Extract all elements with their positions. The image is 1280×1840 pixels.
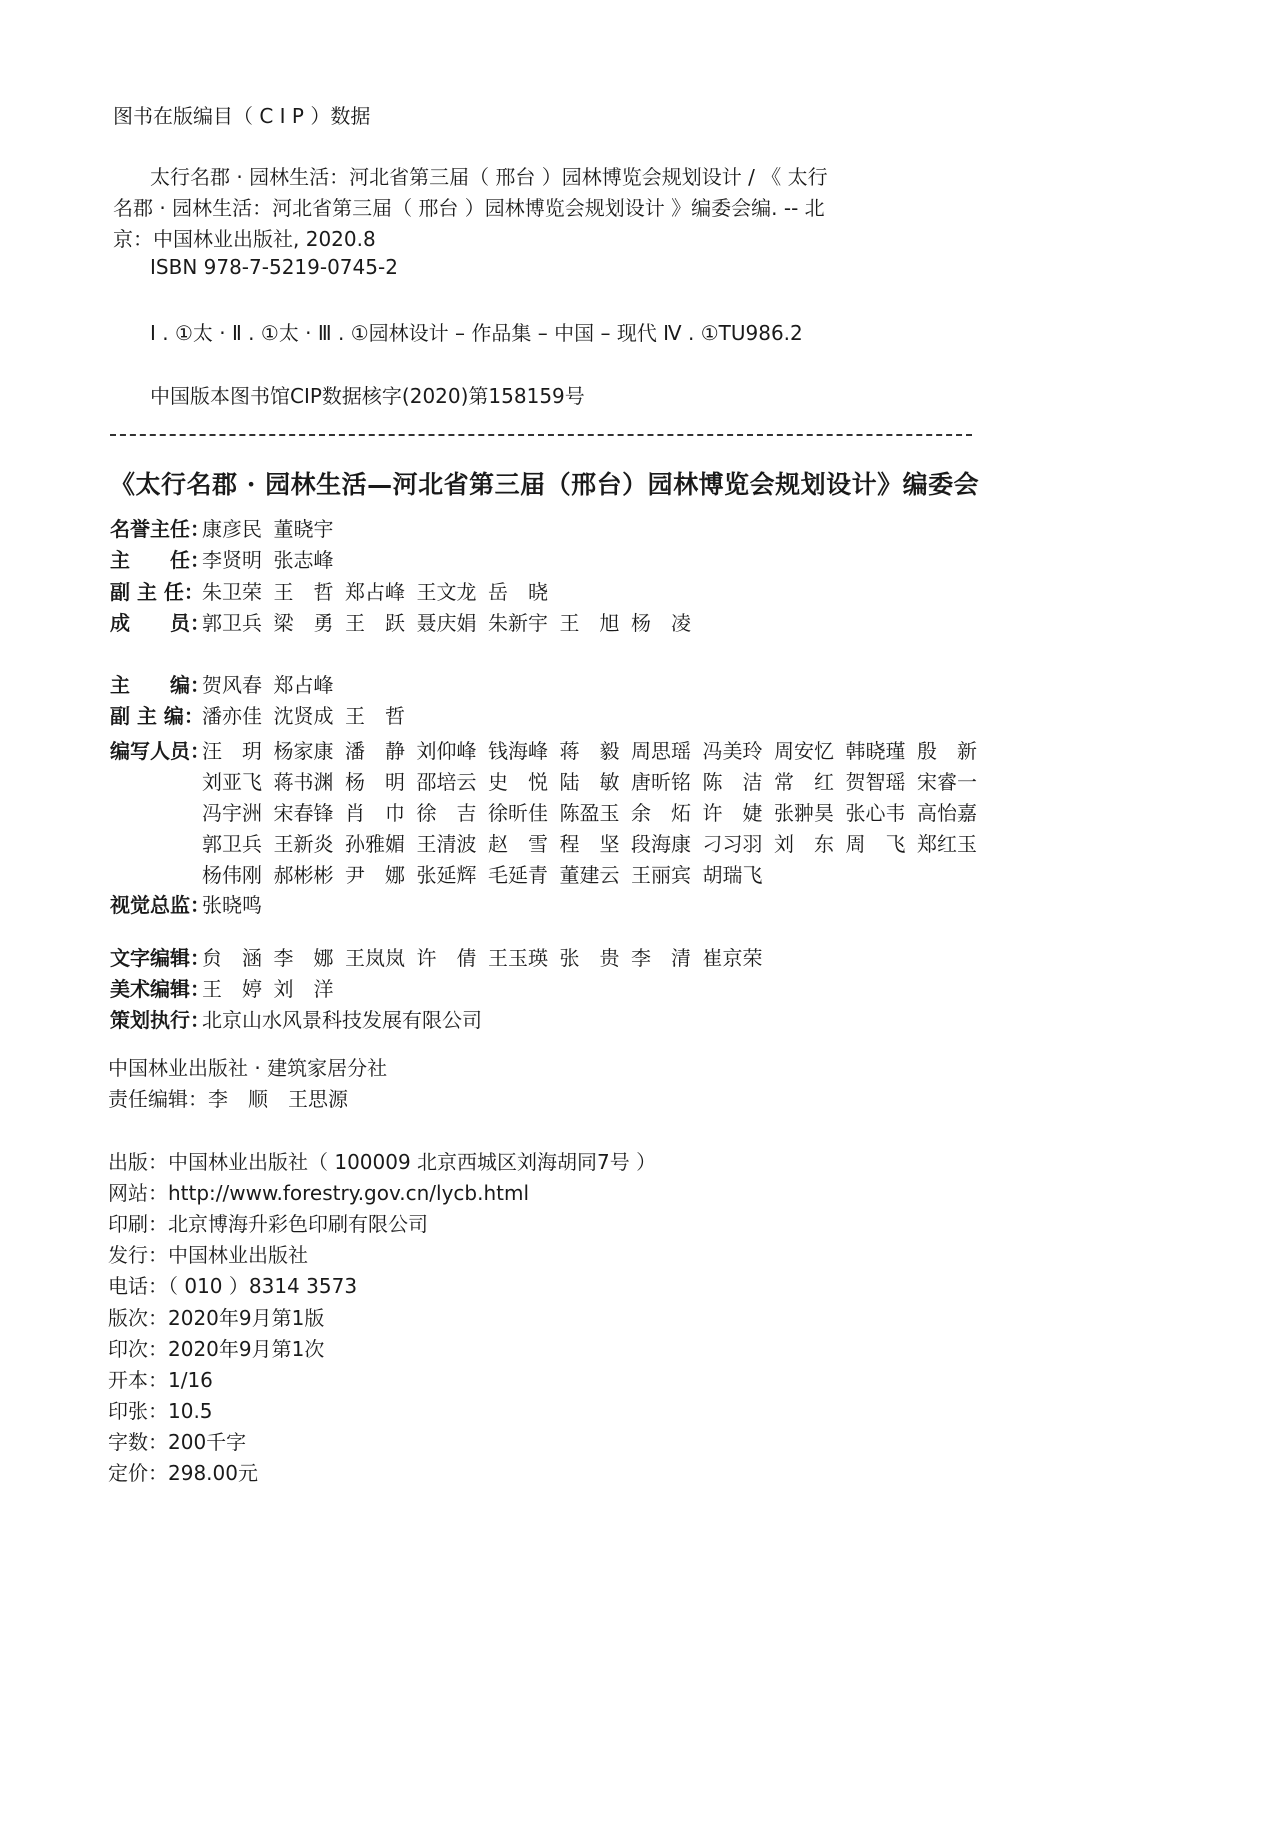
person-name: 聂庆娟 xyxy=(416,611,477,635)
info-line: 定价：298.00元 xyxy=(108,1461,258,1485)
person-name: 梁 勇 xyxy=(273,611,334,635)
writer-name: 胡瑞飞 xyxy=(702,863,763,887)
writer-name: 汪 玥 xyxy=(202,739,262,763)
writer-name: 刘亚飞 xyxy=(202,770,262,794)
writer-name: 史 悦 xyxy=(488,770,548,794)
writer-name: 徐昕佳 xyxy=(488,801,548,825)
info-line: 出版：中国林业出版社（ 100009 北京西城区刘海胡同7号 ） xyxy=(108,1150,657,1174)
info-line: 印张：10.5 xyxy=(108,1398,213,1423)
writer-name: 尹 娜 xyxy=(345,863,405,887)
person-name: 刘 洋 xyxy=(273,977,334,1001)
writer-name: 张心韦 xyxy=(845,801,906,825)
field-label: 主 编： xyxy=(110,673,210,697)
field-label: 编写人员： xyxy=(110,739,210,763)
writer-name: 高怡嘉 xyxy=(917,801,977,825)
writer-name: 郑红玉 xyxy=(917,832,977,856)
person-name: 郑占峰 xyxy=(273,673,334,697)
person-name: 王岚岚 xyxy=(345,946,405,970)
person-name: 郑占峰 xyxy=(345,580,405,604)
writer-name: 段海康 xyxy=(631,832,691,856)
committee-title: 《太行名郡 · 园林生活—河北省第三届（邢台）园林博览会规划设计》编委会 xyxy=(110,470,980,499)
writer-name: 余 炻 xyxy=(631,801,691,825)
writer-name: 常 红 xyxy=(774,770,834,794)
field-label: 副 主 编： xyxy=(110,704,204,728)
person-name: 王文龙 xyxy=(416,580,477,604)
writer-name: 郝彬彬 xyxy=(273,863,334,887)
writer-name: 杨 明 xyxy=(345,770,405,794)
person-name: 王玉瑛 xyxy=(488,946,548,970)
info-line: 电话：（ 010 ）8314 3573 xyxy=(108,1274,358,1299)
person-name: 王 婷 xyxy=(202,977,262,1001)
writer-name: 殷 新 xyxy=(917,739,977,763)
info-line: 印刷：北京博海升彩色印刷有限公司 xyxy=(108,1212,428,1237)
cip-line-1: 太行名郡 · 园林生活：河北省第三届（ 邢台 ）园林博览会规划设计 / 《 太行 xyxy=(150,165,828,189)
writer-name: 刁习羽 xyxy=(702,832,763,856)
person-name: 贠 涵 xyxy=(202,946,262,970)
writer-name: 董建云 xyxy=(559,863,620,887)
person-name: 康彦民 xyxy=(202,517,262,541)
writer-name: 孙雅媚 xyxy=(345,832,405,856)
dashed-divider xyxy=(110,434,972,436)
cip-heading: 图书在版编目（ C I P ）数据 xyxy=(113,104,371,128)
field-label: 成 员： xyxy=(110,611,210,635)
writer-name: 潘 静 xyxy=(345,739,405,763)
writer-name: 刘 东 xyxy=(774,832,834,856)
writer-name: 王丽宾 xyxy=(631,863,691,887)
writer-name: 陈盈玉 xyxy=(559,801,620,825)
writer-name: 王新炎 xyxy=(273,832,334,856)
info-line: 字数：200千字 xyxy=(108,1429,247,1454)
field-label: 名誉主任： xyxy=(110,517,210,541)
writer-name: 周 飞 xyxy=(845,832,906,856)
person-name: 王 旭 xyxy=(559,611,620,635)
info-line: 网站：http://www.forestry.gov.cn/lycb.html xyxy=(108,1181,530,1206)
field-label: 策划执行： xyxy=(110,1008,210,1032)
publisher-branch: 中国林业出版社 · 建筑家居分社 xyxy=(108,1056,388,1080)
writer-name: 毛延青 xyxy=(488,863,548,887)
person-name: 张 贵 xyxy=(559,946,620,970)
field-label: 文字编辑： xyxy=(110,946,210,970)
person-name: 李贤明 xyxy=(202,548,262,572)
writer-name: 周安忆 xyxy=(774,739,834,763)
person-name: 董晓宇 xyxy=(273,517,334,541)
person-name: 沈贤成 xyxy=(273,704,334,728)
person-name: 贺风春 xyxy=(202,673,262,697)
writer-name: 赵 雪 xyxy=(488,832,548,856)
writer-name: 徐 吉 xyxy=(416,801,477,825)
info-line: 版次：2020年9月第1版 xyxy=(108,1305,325,1330)
writer-name: 宋春锋 xyxy=(273,801,334,825)
person-name: 潘亦佳 xyxy=(202,704,262,728)
person-name: 王 哲 xyxy=(273,580,334,604)
field-label: 主 任： xyxy=(110,548,210,572)
writer-name: 肖 巾 xyxy=(345,801,405,825)
person-name: 朱新宇 xyxy=(488,611,548,635)
writer-name: 陈 洁 xyxy=(702,770,763,794)
person-name: 崔京荣 xyxy=(702,946,763,970)
person-name: 许 倩 xyxy=(416,946,477,970)
cip-line-2: 名郡 · 园林生活：河北省第三届（ 邢台 ）园林博览会规划设计 》编委会编. -- 北 xyxy=(113,196,825,220)
writer-name: 邵培云 xyxy=(416,770,477,794)
person-name: 郭卫兵 xyxy=(202,611,262,635)
writer-name: 贺智瑶 xyxy=(845,770,906,794)
writer-name: 钱海峰 xyxy=(488,739,548,763)
person-name: 岳 晓 xyxy=(488,580,548,604)
writer-name: 宋睿一 xyxy=(917,770,977,794)
person-name: 李 清 xyxy=(631,946,691,970)
field-label: 美术编辑： xyxy=(110,977,210,1001)
writer-name: 冯宇洲 xyxy=(202,801,262,825)
person-name: 李 娜 xyxy=(273,946,334,970)
writer-name: 张翀昊 xyxy=(774,801,834,825)
responsible-editor: 责任编辑：李 顺 王思源 xyxy=(108,1087,348,1111)
writer-name: 刘仰峰 xyxy=(416,739,477,763)
writer-name: 蒋书渊 xyxy=(273,770,334,794)
writer-name: 陆 敏 xyxy=(559,770,620,794)
writer-name: 冯美玲 xyxy=(702,739,763,763)
person-name: 朱卫荣 xyxy=(202,580,262,604)
company-name: 北京山水风景科技发展有限公司 xyxy=(202,1008,482,1032)
writer-name: 程 坚 xyxy=(559,832,620,856)
info-line: 印次：2020年9月第1次 xyxy=(108,1336,325,1361)
cip-classification: Ⅰ . ①太 · Ⅱ . ①太 · Ⅲ . ①园林设计 – 作品集 – 中国 – 现代 Ⅳ . ①TU986.2 xyxy=(150,321,803,345)
writer-name: 杨伟刚 xyxy=(202,863,262,887)
info-line: 开本：1/16 xyxy=(108,1367,213,1392)
field-label: 视觉总监： xyxy=(110,893,210,917)
writer-name: 韩晓瑾 xyxy=(845,739,906,763)
writer-name: 王清波 xyxy=(416,832,477,856)
writer-name: 杨家康 xyxy=(273,739,334,763)
writer-name: 唐昕铭 xyxy=(631,770,691,794)
writer-name: 蒋 毅 xyxy=(559,739,620,763)
person-name: 张志峰 xyxy=(273,548,334,572)
writer-name: 张延辉 xyxy=(416,863,477,887)
cip-line-3: 京：中国林业出版社, 2020.8 xyxy=(113,227,376,251)
person-name: 王 哲 xyxy=(345,704,405,728)
field-label: 副 主 任： xyxy=(110,580,204,604)
writer-name: 许 婕 xyxy=(702,801,763,825)
person-name: 张晓鸣 xyxy=(202,893,262,917)
writer-name: 郭卫兵 xyxy=(202,832,262,856)
person-name: 王 跃 xyxy=(345,611,405,635)
cip-isbn: ISBN 978-7-5219-0745-2 xyxy=(150,255,398,279)
info-line: 发行：中国林业出版社 xyxy=(108,1243,308,1268)
writer-name: 周思瑶 xyxy=(631,739,691,763)
cip-record: 中国版本图书馆CIP数据核字(2020)第158159号 xyxy=(150,384,585,408)
person-name: 杨 凌 xyxy=(631,611,691,635)
